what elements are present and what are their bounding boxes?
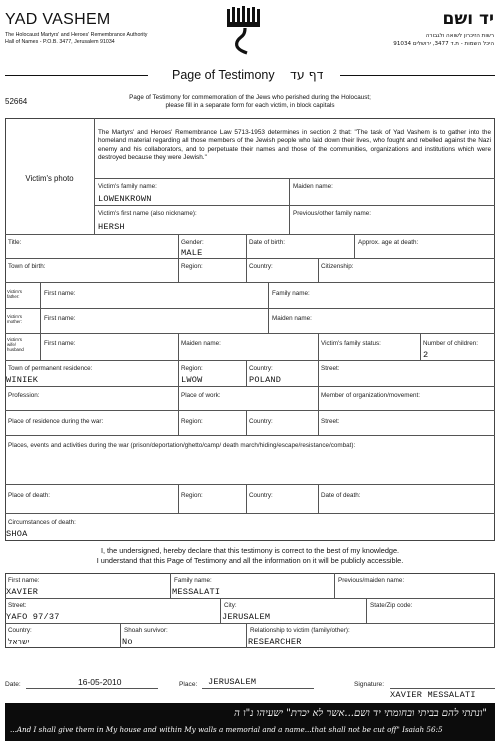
organization-member-label: Member of organization/movement:	[321, 392, 421, 399]
war-residence-label: Place of residence during the war:	[8, 418, 104, 425]
gender-field[interactable]: MALE	[181, 248, 203, 258]
signature-name[interactable]: XAVIER MESSALATI	[390, 690, 476, 700]
residence-country-label: Country:	[249, 365, 273, 372]
org-subtitle: The Holocaust Martyrs' and Heroes' Remembrance Authority	[5, 32, 148, 38]
father-first-name-label: First name:	[44, 290, 76, 297]
date-of-death-label: Date of death:	[321, 492, 361, 499]
place-of-death-label: Place of death:	[8, 492, 51, 499]
residence-town-label: Town of permanent residence:	[8, 365, 93, 372]
org-address: Hall of Names - P.O.B. 3477, Jerusalem 91034	[5, 39, 115, 45]
number-of-children-field[interactable]: 2	[423, 350, 429, 360]
death-region-label: Region:	[181, 492, 203, 499]
form-number: 52664	[5, 97, 28, 106]
circumstances-field[interactable]: SHOA	[6, 529, 28, 539]
date-of-birth-label: Date of birth:	[249, 239, 286, 246]
residence-region-field[interactable]: LWOW	[181, 375, 203, 385]
submitter-country-field[interactable]: ישראל	[8, 637, 30, 646]
residence-region-label: Region:	[181, 365, 203, 372]
war-places-label: Places, events and activities during the war (prison/deportation/ghetto/camp/ death march/hiding/escape/resistance/combat):	[8, 442, 356, 449]
father-tag: Victim's father:	[7, 289, 22, 299]
intro-line-2: please fill in a separate form for each victim, in block capitals	[165, 102, 335, 109]
town-of-birth-label: Town of birth:	[8, 263, 46, 270]
submitter-maiden-name-label: Previous/maiden name:	[338, 577, 405, 584]
signature-label: Signature:	[354, 681, 385, 688]
other-family-name-label: Previous/other family name:	[293, 210, 372, 217]
citizenship-label: Citizenship:	[321, 263, 354, 270]
birth-country-label: Country:	[249, 263, 273, 270]
yad-vashem-logo-icon	[225, 6, 263, 56]
mother-tag: Victim's mother:	[7, 314, 22, 324]
submitter-family-name-label: Family name:	[174, 577, 212, 584]
submitter-street-field[interactable]: YAFO 97/37	[6, 612, 60, 622]
submitter-zip-label: State/Zip code:	[370, 602, 413, 609]
date-field[interactable]: 16-05-2010	[78, 677, 122, 687]
submitter-family-name-field[interactable]: MESSALATI	[172, 587, 221, 597]
submitter-city-label: City:	[224, 602, 237, 609]
victim-first-name-label: Victim's first name (also nickname):	[98, 210, 197, 217]
spouse-tag: Victim's wife/ husband	[7, 337, 24, 352]
quote-english: ...And I shall give them in My house and within My walls a memorial and a name...that shall not be cut off" Isaiah 56:5	[10, 725, 443, 734]
victim-family-name-field[interactable]: LOWENKROWN	[98, 194, 152, 204]
death-country-label: Country:	[249, 492, 273, 499]
spouse-first-name-label: First name:	[44, 340, 76, 347]
declaration-line-1: I, the undersigned, hereby declare that this testimony is correct to the best of my knowledge.	[100, 546, 400, 555]
submitter-first-name-field[interactable]: XAVIER	[6, 587, 39, 597]
circumstances-label: Circumstances of death:	[8, 519, 76, 526]
spouse-maiden-name-label: Maiden name:	[181, 340, 221, 347]
org-address-hebrew: היכל השמות - ת.ד 3477, ירושלים 91034	[393, 41, 494, 47]
residence-country-field[interactable]: POLAND	[249, 375, 282, 385]
gender-label: Gender:	[181, 239, 204, 246]
relationship-label: Relationship to victim (family/other):	[250, 627, 350, 634]
title-label: Title:	[8, 239, 22, 246]
mother-first-name-label: First name:	[44, 315, 76, 322]
org-subtitle-hebrew: רשות הזיכרון לשואה ולגבורה	[425, 33, 494, 39]
page-title-hebrew: דף עד	[290, 67, 324, 82]
father-family-name-label: Family name:	[272, 290, 310, 297]
relationship-field[interactable]: RESEARCHER	[248, 637, 302, 647]
quote-hebrew: "ונתתי להם בביתי ובחומתי יד ושם...אשר לא יכרת" ישעיהו נ"ו ה	[234, 708, 487, 719]
war-country-label: Country:	[249, 418, 273, 425]
residence-street-label: Street:	[321, 365, 340, 372]
submitter-city-field[interactable]: JERUSALEM	[222, 612, 271, 622]
submitter-street-label: Street:	[8, 602, 27, 609]
place-field[interactable]: JERUSALEM	[208, 677, 257, 687]
intro-line-1: Page of Testimony for commemoration of the Jews who perished during the Holocaust;	[129, 94, 371, 101]
war-region-label: Region:	[181, 418, 203, 425]
residence-town-field[interactable]: WINIEK	[6, 375, 39, 385]
date-label: Date:	[5, 681, 21, 688]
family-status-label: Victim's family status:	[321, 340, 381, 347]
age-at-death-label: Approx. age at death:	[358, 239, 419, 246]
org-name: YAD VASHEM	[5, 11, 111, 28]
place-label: Place:	[179, 681, 198, 688]
number-of-children-label: Number of children:	[423, 340, 478, 347]
mother-maiden-name-label: Maiden name:	[272, 315, 312, 322]
shoah-survivor-label: Shoah survivor:	[124, 627, 168, 634]
shoah-survivor-field[interactable]: No	[122, 637, 133, 647]
quote-banner	[5, 703, 495, 741]
org-name-hebrew: יד ושם	[442, 9, 494, 29]
profession-label: Profession:	[8, 392, 40, 399]
page-title: Page of Testimony	[172, 68, 275, 82]
submitter-country-label: Country:	[8, 627, 32, 634]
law-text: The Martyrs' and Heroes' Remembrance Law 5713-1953 determines in section 2 that: "The task of Yad Vashem is to gather into the homeland material regarding all those members of the Jewish people who laid down their lives, who fought and rebelled against the Nazi enemy and his collaborators, and to perpetuate their names and those of the communities, organizations and institutions which were destroyed because they were Jewish."	[98, 129, 491, 161]
place-of-work-label: Place of work:	[181, 392, 221, 399]
maiden-name-label: Maiden name:	[293, 183, 333, 190]
birth-region-label: Region:	[181, 263, 203, 270]
victim-family-name-label: Victim's family name:	[98, 183, 157, 190]
victim-first-name-field[interactable]: HERSH	[98, 222, 125, 232]
submitter-first-name-label: First name:	[8, 577, 40, 584]
declaration-line-2: I understand that this Page of Testimony and all the information on it will be publicly accessible.	[96, 556, 404, 565]
victim-photo-label: Victim's photo	[25, 174, 74, 183]
war-street-label: Street:	[321, 418, 340, 425]
